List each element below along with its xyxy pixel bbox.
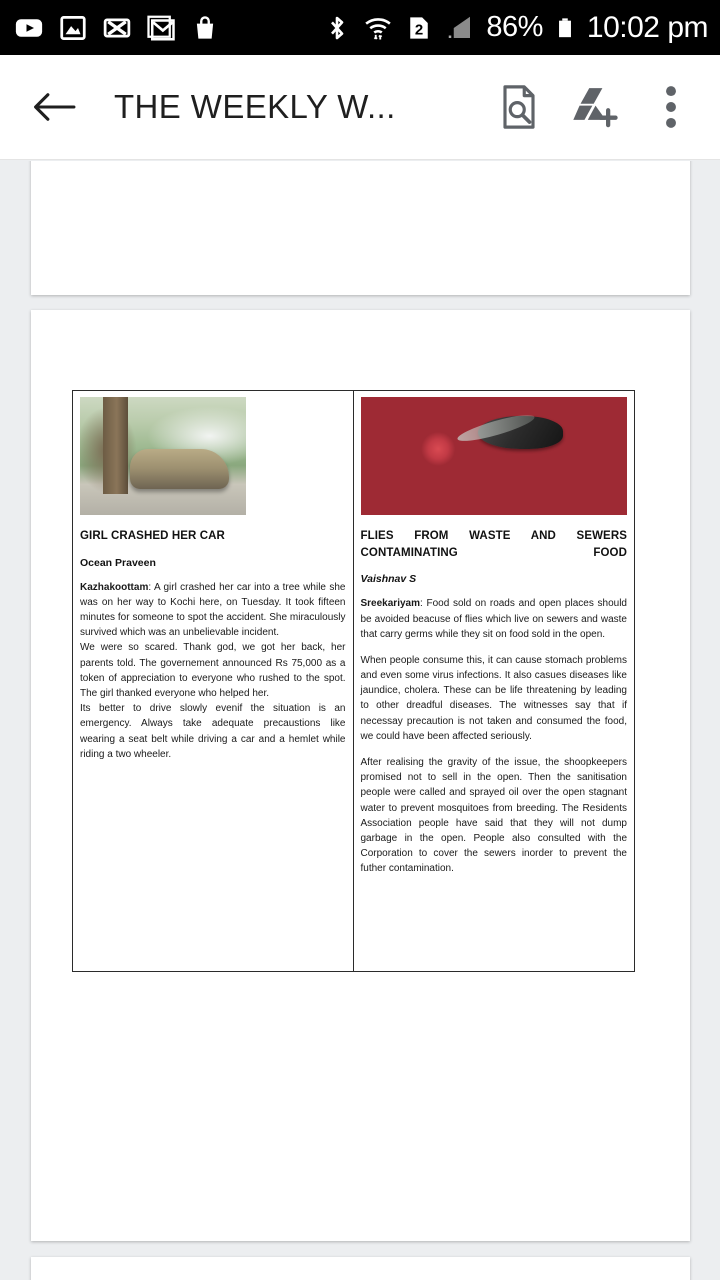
article-flies-paragraph-3: After realising the gravity of the issue, the shoopkeepers promised not to sell in the open. Then the sanitisation people were called and sprayed oil over the open stagnant water to prevent mosquitoes from breeding. The Residents Association people have said that they will not dump garbage in the open. People also consulted with the Corporation to cover the sewers inorder to prevent the futher contamination. <box>360 757 627 875</box>
article-flies-paragraph-2: When people consume this, it can cause stomach problems and even some virus infections. It also casues diseases like jaundice, cholera. These can be life threatening by leading to other dreadful diseases. The witnesses say that if necessay precaution is not taken and consumed the food, we could have been affected seriously. <box>360 654 627 742</box>
article-flies-paragraph-1: Sreekariyam: Food sold on roads and open places should be avoided beacuse of flies which live on sewers and waste that carry germs while they sit on food sold in the open. <box>360 598 627 640</box>
newsletter-article-table <box>72 390 635 972</box>
battery-percent: 86% <box>486 11 543 43</box>
article-flies-dateline: Sreekariyam <box>360 598 420 610</box>
shopping-bag-icon <box>190 13 220 43</box>
article-crash-paragraph-3: Its better to drive slowly evenif the situation is an emergency. Always take adequate precaustions like wearing a seat belt while driving a car and a hemlet while riding a two wheeler. <box>80 703 346 760</box>
status-bar <box>0 0 720 55</box>
status-bar-system-icons <box>322 11 720 45</box>
document-search-icon <box>498 84 540 130</box>
document-search-button[interactable] <box>496 84 542 130</box>
wifi-icon <box>363 13 393 43</box>
article-crash-dateline: Kazhakoottam <box>80 581 149 593</box>
article-crash-paragraph-2: We were so scared. Thank god, we got her back, her parents told. The governement announced Rs 75,000 as a token of appreciation to everyone who rushed to the spot. The girl thanked everyone who helped her. <box>80 642 346 699</box>
article-crash-byline: Ocean Praveen <box>80 556 156 569</box>
article-crash <box>73 391 354 971</box>
article-flies <box>354 391 635 971</box>
photos-icon <box>58 13 88 43</box>
clock: 10:02 pm <box>586 10 708 44</box>
youtube-icon <box>14 13 44 43</box>
bluetooth-icon <box>322 13 352 43</box>
article-crash-body-1: A girl crashed her car into a tree while she was on her way to Kochi here, on Tuesday. It took fifteen minutes for someone to spot the accident. She miraculously survived which was an unbelievable incident. <box>80 581 346 639</box>
page-title: THE WEEKLY W... <box>114 88 396 125</box>
article-flies-headline: FLIES FROM WASTE AND SEWERS CONTAMINATING FOOD <box>360 530 627 559</box>
document-page-next[interactable] <box>31 1257 690 1280</box>
back-button[interactable] <box>12 88 96 126</box>
pdf-viewer-scroll-area[interactable] <box>0 161 720 1280</box>
signal-icon <box>445 13 475 43</box>
app-bar <box>0 55 720 160</box>
article-crash-photo <box>80 397 246 515</box>
gmail-icon <box>146 13 176 43</box>
overflow-menu-icon <box>663 84 679 130</box>
sim2-icon <box>404 13 434 43</box>
document-page-previous[interactable] <box>31 161 690 295</box>
article-crash-paragraph-1: Kazhakoottam: A girl crashed her car into a tree while she was on her way to Kochi here, on Tuesday. It took fifteen minutes for someone to spot the accident. She miraculously survived which was an unbelievable incident. <box>80 581 346 639</box>
status-bar-notification-icons <box>0 13 220 43</box>
article-crash-headline: GIRL CRASHED HER CAR <box>80 530 225 542</box>
battery-icon <box>554 12 576 44</box>
app-bar-actions <box>496 84 720 130</box>
overflow-menu-button[interactable] <box>648 84 694 130</box>
back-arrow-icon <box>31 88 77 126</box>
document-page-current[interactable] <box>31 310 690 1241</box>
article-flies-byline: Vaishnav S <box>360 573 417 586</box>
add-to-drive-icon <box>572 84 618 130</box>
add-to-drive-button[interactable] <box>572 84 618 130</box>
sim-slot-label: 2 <box>415 20 424 38</box>
article-flies-body-1: Food sold on roads and open places should be avoided beacuse of flies which live on sewers and waste that carry germs while they sit on food sold in the open. <box>360 598 627 640</box>
x-mail-icon <box>102 13 132 43</box>
article-flies-photo <box>361 397 628 515</box>
